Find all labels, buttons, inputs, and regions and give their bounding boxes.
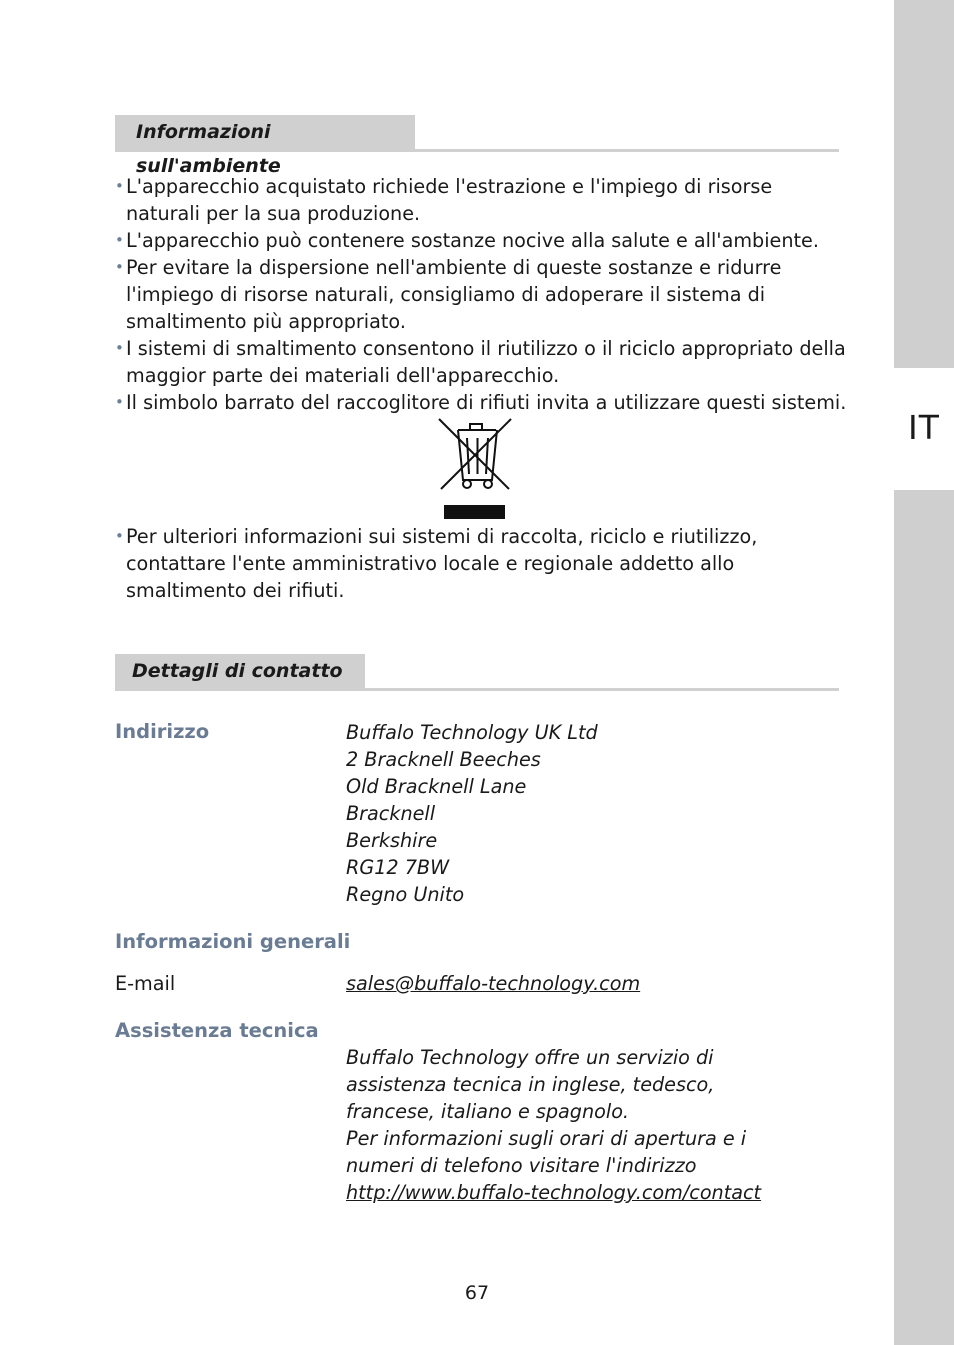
support-label: Assistenza tecnica (115, 1019, 319, 1042)
section-title: Informazioni sull'ambiente (115, 115, 415, 149)
address-label: Indirizzo (115, 720, 210, 743)
address-line: Bracknell (346, 802, 436, 825)
support-block (346, 1044, 761, 1206)
support-line: numeri di telefono visitare l'indirizzo (346, 1154, 697, 1177)
side-tab-bar-bottom (894, 490, 954, 1345)
section-title: Dettagli di contatto (115, 654, 365, 688)
environment-bullet-list (115, 173, 850, 416)
address-line: Berkshire (346, 829, 438, 852)
crossed-out-wheelie-bin-icon (436, 416, 514, 526)
support-link[interactable]: http://www.buffalo-technology.com/contact (346, 1181, 762, 1204)
address-line: 2 Bracknell Beeches (346, 748, 541, 771)
support-line: francese, italiano e spagnolo. (346, 1100, 630, 1123)
list-item: • Il simbolo barrato del raccoglitore di rifiuti invita a utilizzare questi sistemi. (115, 389, 850, 416)
side-tab-bar-top (894, 0, 954, 368)
address-line: RG12 7BW (346, 856, 450, 879)
list-item: • Per ulteriori informazioni sui sistemi di raccolta, riciclo e riutilizzo, contattare l'ente amministrativo locale e regionale addetto allo smaltimento dei rifiuti. (115, 523, 850, 604)
address-line: Regno Unito (346, 883, 465, 906)
section-header-contact (115, 654, 839, 691)
support-line: Per informazioni sugli orari di apertura e i (346, 1127, 747, 1150)
environment-bullet-list-more (115, 523, 850, 604)
list-item: • I sistemi di smaltimento consentono il riutilizzo o il riciclo appropriato della maggior parte dei materiali dell'apparecchio. (115, 335, 850, 389)
email-block (346, 970, 640, 997)
list-item: • L'apparecchio può contenere sostanze nocive alla salute e all'ambiente. (115, 227, 850, 254)
language-tab: IT (908, 408, 940, 447)
general-info-label: Informazioni generali (115, 930, 351, 953)
page-number: 67 (464, 1282, 490, 1304)
address-line: Buffalo Technology UK Ltd (346, 721, 598, 744)
support-line: assistenza tecnica in inglese, tedesco, (346, 1073, 715, 1096)
email-link[interactable]: sales@buffalo-technology.com (346, 972, 641, 995)
list-item: • Per evitare la dispersione nell'ambiente di queste sostanze e ridurre l'impiego di risorse naturali, consigliamo di adoperare il sistema di smaltimento più appropriato. (115, 254, 850, 335)
email-label: E-mail (115, 972, 176, 995)
section-header-environment (115, 115, 839, 177)
address-line: Old Bracknell Lane (346, 775, 527, 798)
support-line: Buffalo Technology offre un servizio di (346, 1046, 714, 1069)
list-item: • L'apparecchio acquistato richiede l'estrazione e l'impiego di risorse naturali per la sua produzione. (115, 173, 850, 227)
address-block (346, 719, 598, 908)
